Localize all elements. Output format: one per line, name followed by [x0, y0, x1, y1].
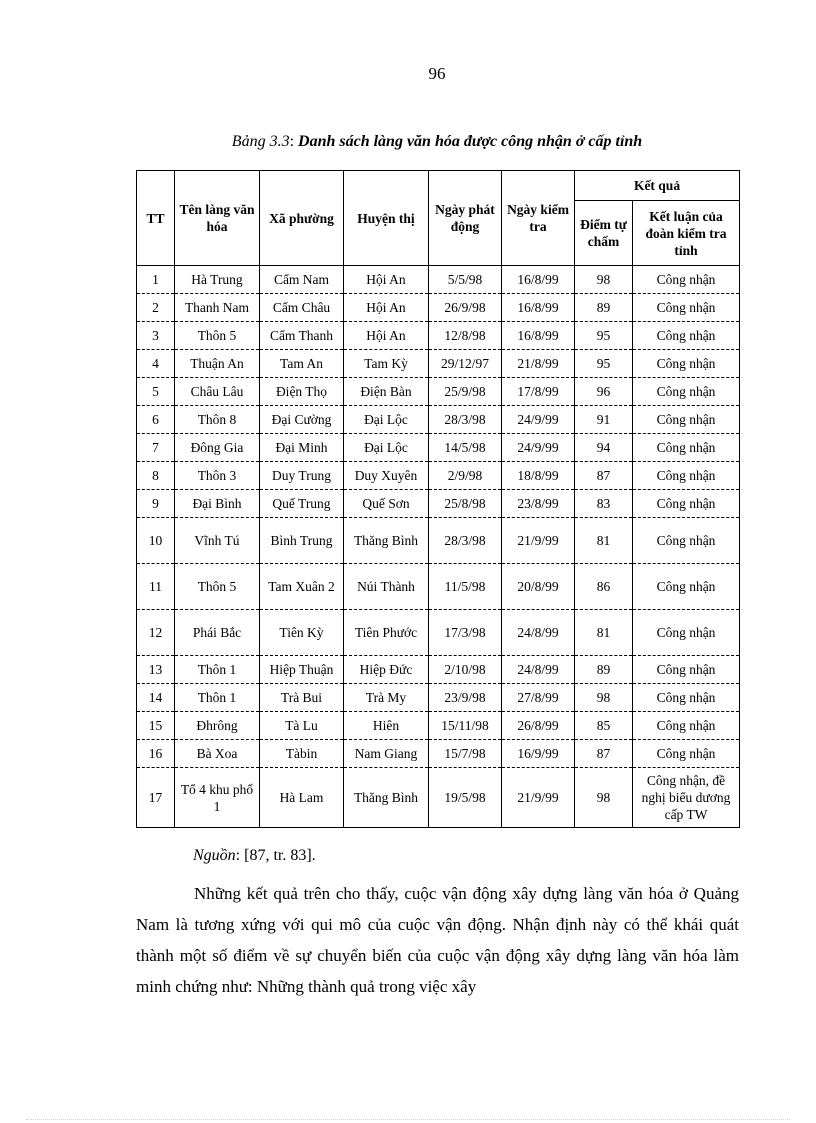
table-header: [137, 171, 740, 266]
cell-district: Duy Xuyên: [344, 462, 429, 490]
cell-score: 83: [575, 490, 633, 518]
cell-district: Quế Sơn: [344, 490, 429, 518]
table-row: [137, 350, 740, 378]
cell-village: Hà Trung: [175, 266, 260, 294]
header-self-score: Điểm tự chấm: [575, 201, 633, 266]
table-row: [137, 406, 740, 434]
table-row: [137, 266, 740, 294]
cell-commune: Đại Cường: [260, 406, 344, 434]
cell-launch: 25/9/98: [429, 378, 502, 406]
table-body: [137, 266, 740, 828]
cell-launch: 14/5/98: [429, 434, 502, 462]
cell-commune: Tam Xuân 2: [260, 564, 344, 610]
cell-conclusion: Công nhận: [633, 712, 740, 740]
cell-commune: Đại Minh: [260, 434, 344, 462]
cell-district: Nam Giang: [344, 740, 429, 768]
cell-launch: 2/10/98: [429, 656, 502, 684]
cell-village: Vĩnh Tú: [175, 518, 260, 564]
cell-launch: 17/3/98: [429, 610, 502, 656]
cell-village: Đông Gia: [175, 434, 260, 462]
cell-tt: 12: [137, 610, 175, 656]
cell-tt: 9: [137, 490, 175, 518]
cell-score: 94: [575, 434, 633, 462]
header-conclusion: Kết luận của đoàn kiểm tra tỉnh: [633, 201, 740, 266]
cell-inspect: 21/9/99: [502, 518, 575, 564]
page-bottom-divider: [26, 1119, 790, 1120]
cell-score: 89: [575, 294, 633, 322]
cell-conclusion: Công nhận: [633, 740, 740, 768]
cell-commune: Trà Bui: [260, 684, 344, 712]
table-row: [137, 712, 740, 740]
cell-district: Thăng Bình: [344, 518, 429, 564]
cell-score: 95: [575, 322, 633, 350]
cell-commune: Cẩm Thanh: [260, 322, 344, 350]
cell-tt: 8: [137, 462, 175, 490]
cell-commune: Quế Trung: [260, 490, 344, 518]
cell-score: 81: [575, 518, 633, 564]
cell-score: 95: [575, 350, 633, 378]
cell-district: Đại Lộc: [344, 434, 429, 462]
table-row: [137, 378, 740, 406]
header-result: Kết quả: [575, 171, 740, 201]
cell-district: Hiên: [344, 712, 429, 740]
cell-launch: 11/5/98: [429, 564, 502, 610]
table-row: [137, 768, 740, 828]
cell-village: Đại Bình: [175, 490, 260, 518]
cell-commune: Tà Lu: [260, 712, 344, 740]
table-row: [137, 564, 740, 610]
cell-inspect: 26/8/99: [502, 712, 575, 740]
cell-commune: Bình Trung: [260, 518, 344, 564]
cell-score: 87: [575, 740, 633, 768]
cell-village: Thôn 1: [175, 684, 260, 712]
cell-village: Thôn 1: [175, 656, 260, 684]
cell-conclusion: Công nhận: [633, 610, 740, 656]
cell-inspect: 24/9/99: [502, 434, 575, 462]
cell-village: Tổ 4 khu phố 1: [175, 768, 260, 828]
cell-launch: 5/5/98: [429, 266, 502, 294]
cell-tt: 6: [137, 406, 175, 434]
cell-inspect: 21/8/99: [502, 350, 575, 378]
cell-commune: Hiệp Thuận: [260, 656, 344, 684]
cell-tt: 15: [137, 712, 175, 740]
cell-district: Tiên Phước: [344, 610, 429, 656]
caption-separator: :: [289, 133, 299, 150]
cell-conclusion: Công nhận: [633, 684, 740, 712]
cell-launch: 15/11/98: [429, 712, 502, 740]
cell-tt: 4: [137, 350, 175, 378]
cell-village: Đhrông: [175, 712, 260, 740]
cell-score: 98: [575, 684, 633, 712]
cell-district: Hiệp Đức: [344, 656, 429, 684]
cell-score: 98: [575, 768, 633, 828]
table-row: [137, 610, 740, 656]
cell-district: Hội An: [344, 266, 429, 294]
cell-launch: 23/9/98: [429, 684, 502, 712]
cell-village: Thôn 3: [175, 462, 260, 490]
cell-tt: 10: [137, 518, 175, 564]
cell-launch: 29/12/97: [429, 350, 502, 378]
cell-district: Trà My: [344, 684, 429, 712]
cell-launch: 12/8/98: [429, 322, 502, 350]
cell-inspect: 24/9/99: [502, 406, 575, 434]
cell-conclusion: Công nhận: [633, 266, 740, 294]
caption-title: Danh sách làng văn hóa được công nhận ở cấp tỉnh: [298, 133, 643, 150]
cell-launch: 2/9/98: [429, 462, 502, 490]
cell-commune: Tam An: [260, 350, 344, 378]
cell-conclusion: Công nhận: [633, 518, 740, 564]
body-paragraph: Những kết quả trên cho thấy, cuộc vận động xây dựng làng văn hóa ở Quảng Nam là tương xứng với qui mô của cuộc vận động. Nhận định này có thể khái quát thành một số điểm về sự chuyển biến của cuộc vận động xây dựng làng văn hóa làm minh chứng như: Những thành quả trong việc xây: [136, 884, 739, 996]
cell-conclusion: Công nhận: [633, 322, 740, 350]
cell-village: Thôn 5: [175, 322, 260, 350]
cell-inspect: 17/8/99: [502, 378, 575, 406]
cell-conclusion: Công nhận: [633, 350, 740, 378]
cell-inspect: 24/8/99: [502, 610, 575, 656]
cell-conclusion: Công nhận: [633, 490, 740, 518]
cell-score: 87: [575, 462, 633, 490]
cell-district: Núi Thành: [344, 564, 429, 610]
cell-inspect: 23/8/99: [502, 490, 575, 518]
cell-tt: 16: [137, 740, 175, 768]
page-number: 96: [428, 64, 446, 83]
header-district: Huyện thị: [344, 171, 429, 266]
cell-inspect: 16/9/99: [502, 740, 575, 768]
table-row: [137, 294, 740, 322]
cell-commune: Hà Lam: [260, 768, 344, 828]
caption-label: Bảng 3.3: [231, 133, 290, 150]
cell-commune: Tiên Kỳ: [260, 610, 344, 656]
table-row: [137, 518, 740, 564]
cell-launch: 15/7/98: [429, 740, 502, 768]
cell-score: 89: [575, 656, 633, 684]
header-launch-date: Ngày phát động: [429, 171, 502, 266]
source-text: : [87, tr. 83].: [235, 847, 316, 864]
table-row: [137, 684, 740, 712]
cell-launch: 28/3/98: [429, 518, 502, 564]
cell-conclusion: Công nhận: [633, 434, 740, 462]
cell-conclusion: Công nhận: [633, 656, 740, 684]
cell-village: Thôn 8: [175, 406, 260, 434]
cell-inspect: 16/8/99: [502, 322, 575, 350]
cell-commune: Cẩm Nam: [260, 266, 344, 294]
source-note: [193, 847, 316, 865]
cell-commune: Điện Thọ: [260, 378, 344, 406]
cell-inspect: 24/8/99: [502, 656, 575, 684]
cell-score: 85: [575, 712, 633, 740]
table-row: [137, 434, 740, 462]
cell-district: Đại Lộc: [344, 406, 429, 434]
table-row: [137, 462, 740, 490]
cell-inspect: 18/8/99: [502, 462, 575, 490]
cell-tt: 17: [137, 768, 175, 828]
cell-inspect: 27/8/99: [502, 684, 575, 712]
cell-village: Châu Lâu: [175, 378, 260, 406]
table-row: [137, 322, 740, 350]
table-caption: [0, 133, 816, 151]
cell-conclusion: Công nhận: [633, 406, 740, 434]
cell-launch: 28/3/98: [429, 406, 502, 434]
cell-inspect: 21/9/99: [502, 768, 575, 828]
cell-tt: 1: [137, 266, 175, 294]
cell-village: Thanh Nam: [175, 294, 260, 322]
cell-village: Phái Bắc: [175, 610, 260, 656]
cell-village: Bà Xoa: [175, 740, 260, 768]
cell-tt: 5: [137, 378, 175, 406]
cell-commune: Duy Trung: [260, 462, 344, 490]
header-tt: TT: [137, 171, 175, 266]
cell-district: Điện Bàn: [344, 378, 429, 406]
cell-conclusion: Công nhận: [633, 294, 740, 322]
header-commune: Xã phường: [260, 171, 344, 266]
cell-tt: 13: [137, 656, 175, 684]
cell-conclusion: Công nhận, đề nghị biểu dương cấp TW: [633, 768, 740, 828]
cell-village: Thôn 5: [175, 564, 260, 610]
cell-launch: 19/5/98: [429, 768, 502, 828]
cell-conclusion: Công nhận: [633, 462, 740, 490]
cell-launch: 26/9/98: [429, 294, 502, 322]
cell-tt: 14: [137, 684, 175, 712]
header-village: Tên làng văn hóa: [175, 171, 260, 266]
cell-score: 81: [575, 610, 633, 656]
cell-inspect: 16/8/99: [502, 294, 575, 322]
cell-district: Hội An: [344, 294, 429, 322]
cell-village: Thuận An: [175, 350, 260, 378]
cell-district: Thăng Bình: [344, 768, 429, 828]
cell-score: 86: [575, 564, 633, 610]
villages-table: [136, 170, 740, 828]
cell-tt: 7: [137, 434, 175, 462]
table-row: [137, 740, 740, 768]
table-row: [137, 656, 740, 684]
header-inspect-date: Ngày kiểm tra: [502, 171, 575, 266]
cell-conclusion: Công nhận: [633, 564, 740, 610]
cell-commune: Cẩm Châu: [260, 294, 344, 322]
cell-tt: 2: [137, 294, 175, 322]
cell-score: 91: [575, 406, 633, 434]
cell-score: 98: [575, 266, 633, 294]
cell-launch: 25/8/98: [429, 490, 502, 518]
cell-district: Tam Kỳ: [344, 350, 429, 378]
cell-tt: 3: [137, 322, 175, 350]
cell-conclusion: Công nhận: [633, 378, 740, 406]
cell-inspect: 16/8/99: [502, 266, 575, 294]
cell-commune: Tàbin: [260, 740, 344, 768]
table-row: [137, 490, 740, 518]
cell-score: 96: [575, 378, 633, 406]
cell-inspect: 20/8/99: [502, 564, 575, 610]
cell-district: Hội An: [344, 322, 429, 350]
source-label: Nguồn: [193, 847, 236, 864]
cell-tt: 11: [137, 564, 175, 610]
